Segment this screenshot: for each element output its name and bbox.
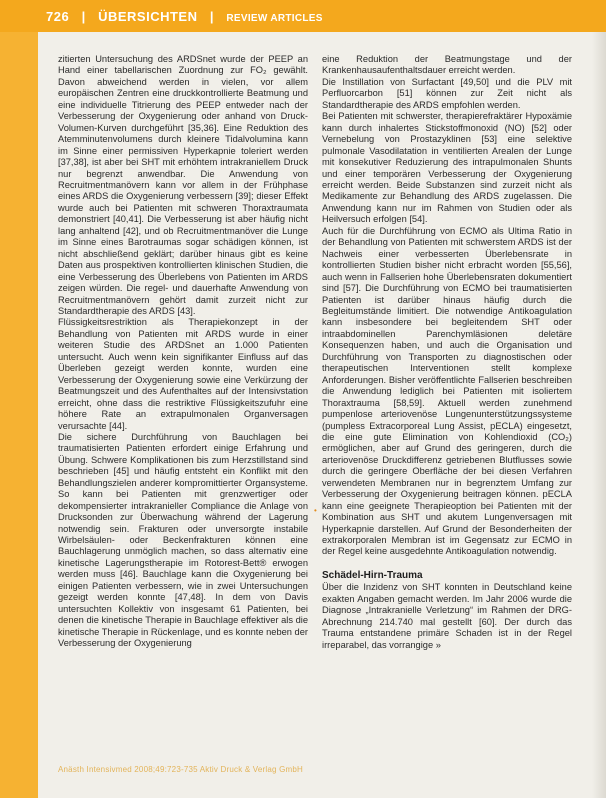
- page-edge-shadow: [592, 32, 606, 798]
- paragraph: Über die Inzidenz von SHT konnten in Deutschland keine exakten Angaben gemacht werden. Im Jahr 2006 wurde die Diagnose „Intrakranielle Verletzung“ im Rahmen der DRG-Abrechnung 214.740 mal gestellt [60]. Der durch das Trauma entstandene primäre Schaden ist in der Regel irreparabel, das vorrangige »: [322, 582, 572, 650]
- header-separator: |: [81, 9, 86, 24]
- paragraph: Flüssigkeitsrestriktion als Therapiekonzept in der Behandlung von Patienten mit ARDS wurde in einer weiteren Studie des ARDSnet an 1.000 Patienten untersucht. Auch wenn kein signifikanter Einfluss auf das Überleben gezeigt werden konnte, wurden eine Verbesserung der Oxygenierung sowie eine Verkürzung der Beatmungszeit und des Aufenthaltes auf der Intensivstation erreicht, ohne dass die restriktive Flüssigkeitszufuhr eine höhere Rate an extrapulmonalen Organversagen verursachte [44].: [58, 317, 308, 431]
- right-column: [322, 54, 572, 651]
- paragraph: Die Instillation von Surfactant [49,50] und die PLV mit Perfluorcarbon [51] können zur Zeit nicht als Standardtherapie des ARDS empfohlen werden.: [322, 76, 572, 110]
- page-number: 726: [46, 9, 70, 24]
- page-footer: Anästh Intensivmed 2008;49:723-735 Aktiv Druck & Verlag GmbH: [58, 765, 304, 774]
- paragraph: Bei Patienten mit schwerster, therapierefraktärer Hypoxämie kann durch inhalertes Stickstoffmonoxid (NO) [52] oder Vernebelung von Prostazyklinen [53] eine selektive pulmonale Vasodilatation in ventilierten Arealen der Lunge mit konsekutiver Reduzierung des intrapulmonalen Shunts und einer temporären Verbesserung der Oxygenierung erreicht werden. Beide Substanzen sind zurzeit nicht als Medikamente zur Behandlung des ARDS zugelassen. Die Anwendung kann nur im Rahmen von Studien oder als Heilversuch erfolgen [54].: [322, 111, 572, 225]
- margin-stripe: [0, 32, 38, 798]
- paragraph: zitierten Untersuchung des ARDSnet wurde der PEEP an Hand einer tabellarischen Zuordnung zur FO₂ gewählt. Davon abweichend werden in vielen, vor allem europäischen Zentren eine druckkontrollierte Beatmung und eine individuelle Titrierung des PEEP entweder nach der Verbesserung der Oxygenierung oder anhand von Druck-Volumen-Kurven durchgeführt [35,36]. Eine Reduktion des Atemminutenvolumens durch kleinere Tidalvolumina kann im Sinne einer permissiven Hyperkapnie toleriert werden [37,38], ist aber bei SHT mit erhöhtem intrakraniellem Druck nur begrenzt anwendbar. Die Anwendung von Recruitmentmanövern kann vor allem in der Frühphase eines ARDS die Oxygenierung verbessern [39]; dieser Effekt wurde auch bei Patienten mit schweren Thoraxtraumata demonstriert [40,41]. Die Verbesserung ist aber häufig nicht lang anhaltend [42], und ob Recruitmentmanöver die Lunge im Sinne eines Barotraumas sogar schädigen können, ist nicht abschließend geklärt; darüber hinaus gibt es keine Daten aus prospektiven kontrollierten klinischen Studien, die eine Verbesserung des Überlebens von Patienten im ARDS zeigen würden. Die regel- und dauerhafte Anwendung von Recruitmentmanövern gehört damit zurzeit nicht zur Standardtherapie des ARDS [43].: [58, 54, 308, 316]
- left-column: [58, 54, 308, 650]
- paragraph: Auch für die Durchführung von ECMO als Ultima Ratio in der Behandlung von Patienten mit schwerstem ARDS ist der Nachweis einer verbesserten Überlebensrate in kontrollierten Studien bisher nicht erbracht worden [55,56], auch wenn in Fallserien hohe Überlebensraten dokumentiert sind [57]. Die Durchführung von ECMO bei traumatisierten Patienten ist darüber hinaus häufig durch die Begleitumstände limitiert. Die notwendige Antikoagulation kann insbesondere bei begleitendem SHT oder intraabdominellen Parenchymläsionen deletäre Konsequenzen haben, und auch die Organisation und Durchführung von Transporten zu diagnostischen oder therapeutischen Interventionen stellt komplexe Anforderungen. Bisher veröffentlichte Fallserien beschreiben die Anwendung lediglich bei Patienten mit isoliertem Thoraxtrauma [58,59]. Aktuell werden zunehmend pumpenlose arteriovenöse Lungenunterstützungssysteme (pumpless Extracorporeal Lung Assist, pECLA) eingesetzt, die eine gute Elimination von Kohlendioxid (CO₂) ermöglichen, aber auf Grund des geringeren, durch die arteriovenöse Druckdifferenz getriebenen Blutflusses sowie durch die geringere Oberfläche der bei diesen Verfahren verwendeten Membranen nur in begrenztem Umfang zur Verbesserung der Oxygenierung beitragen können. pECLA kann eine geeignete Therapieoption bei Patienten mit der Kombination aus SHT und akutem Lungenversagen mit Hyperkapnie darstellen. Auf Grund der Besonderheiten der extrakorporalen Membran ist im Gegensatz zur ECMO in der Regel keine ausgedehnte Antikoagulation notwendig.: [322, 225, 572, 557]
- section-heading: Schädel-Hirn-Trauma: [322, 569, 423, 581]
- header-title: [46, 9, 323, 24]
- paragraph: eine Reduktion der Beatmungstage und der Krankenhausaufenthaltsdauer erreicht werden.: [322, 54, 572, 76]
- section-name: ÜBERSICHTEN: [98, 9, 198, 24]
- paragraph: Die sichere Durchführung von Bauchlagen bei traumatisierten Patienten erfordert einige Erfahrung und Übung. Schwere Komplikationen bis zum Herzstillstand sind beschrieben [45] und häufig entsteht ein Konflikt mit den Behandlungszielen anderer kompromittierter Organsysteme. So kann bei Patienten mit grenzwertiger oder dekompensierter intrakranieller Compliance die Anlage von Drucksonden zur Überwachung während der Lagerung notwendig sein. Frakturen oder unversorgte instabile Wirbelsäulen- oder Beckenfrakturen können eine Bauchlagerung unmöglich machen, so dass alternativ eine kinetische Lagerungstherapie im Rotorest-Bett® erwogen werden muss [46]. Bauchlage kann die Oxygenierung bei einigen Patienten verbessern, wie in zwei Untersuchungen gezeigt werden konnte [47,48]. In dem von Davis untersuchten Kollektiv von insgesamt 61 Patienten, bei denen die kinetische Therapie in Bauchlage effektiver als die kinetische Therapie in Rückenlage, und es konnte neben der Verbesserung der Oxygenierung: [58, 431, 308, 649]
- subsection-name: REVIEW ARTICLES: [226, 13, 323, 24]
- header-separator-2: |: [209, 9, 215, 24]
- margin-marker: •: [314, 506, 317, 515]
